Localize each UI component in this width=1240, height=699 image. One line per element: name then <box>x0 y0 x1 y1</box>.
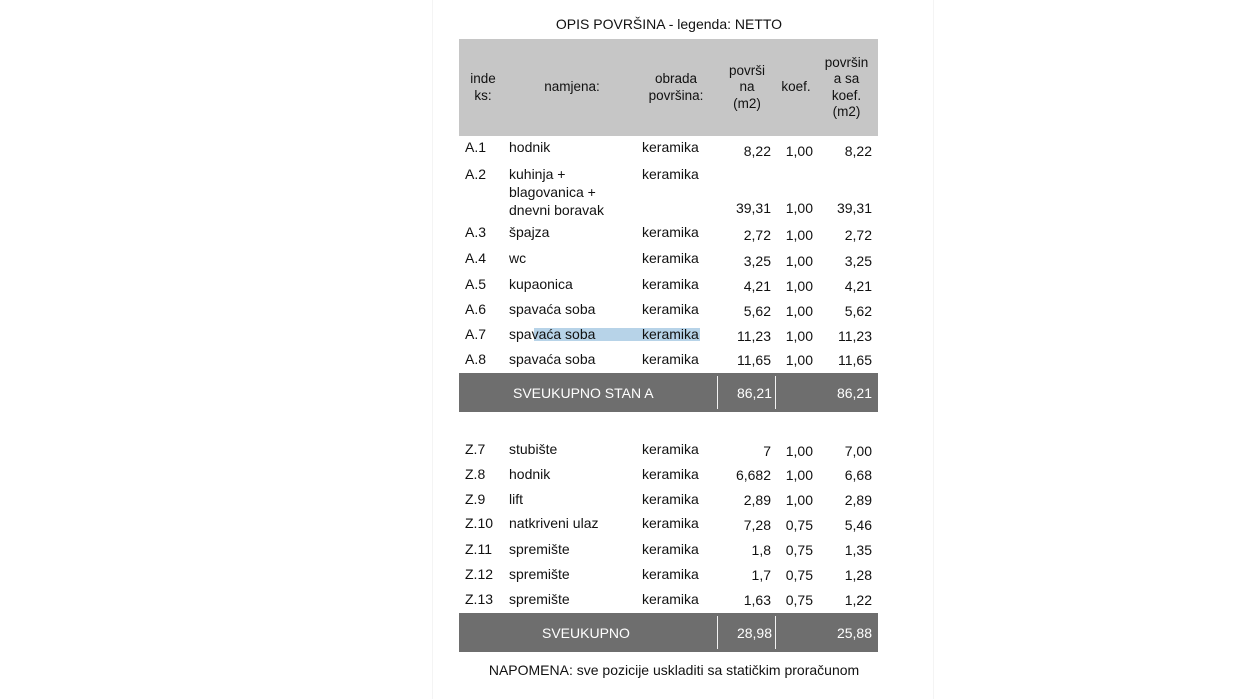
row-area: 39,31 <box>735 200 771 216</box>
row-index: Z.12 <box>465 566 494 582</box>
table-row <box>459 465 878 489</box>
row-index: A.6 <box>465 301 487 317</box>
row-index: A.1 <box>465 139 487 155</box>
row-finish: keramika <box>642 139 699 155</box>
row-total: 8,22 <box>844 143 872 159</box>
row-name: wc <box>509 250 527 266</box>
table-row <box>459 325 878 349</box>
row-area: 1,8 <box>751 542 771 558</box>
header-area: površi na (m2) <box>728 62 765 111</box>
subtotal-label: SVEUKUPNO <box>542 624 630 641</box>
row-area: 1,7 <box>751 567 771 583</box>
header-finish: obrada površina: <box>648 71 704 103</box>
subtotal-area: 86,21 <box>736 384 772 401</box>
row-finish: keramika <box>642 276 699 292</box>
table-row <box>459 565 878 589</box>
row-finish: keramika <box>642 591 699 607</box>
row-koef: 1,00 <box>785 253 813 269</box>
row-koef: 1,00 <box>785 303 813 319</box>
table-row <box>459 440 878 464</box>
header-index: inde ks: <box>470 71 496 103</box>
row-total: 7,00 <box>844 443 872 459</box>
column-divider <box>717 616 718 649</box>
row-name: spremište <box>509 591 570 607</box>
row-name: špajza <box>509 224 550 240</box>
row-index: A.8 <box>465 351 487 367</box>
row-koef: 1,00 <box>785 467 813 483</box>
row-koef: 0,75 <box>785 567 813 583</box>
row-finish: keramika <box>642 351 699 367</box>
row-koef: 1,00 <box>785 352 813 368</box>
column-divider <box>717 376 718 409</box>
row-area: 7,28 <box>743 517 771 533</box>
table-row <box>459 540 878 564</box>
row-area: 3,25 <box>743 253 771 269</box>
row-total: 2,89 <box>844 492 872 508</box>
header-total: površin a sa koef. (m2) <box>824 54 869 119</box>
row-koef: 0,75 <box>785 517 813 533</box>
row-finish: keramika <box>642 491 699 507</box>
row-area: 4,21 <box>743 278 771 294</box>
row-area: 6,682 <box>735 467 771 483</box>
row-area: 7 <box>763 443 771 459</box>
row-index: A.4 <box>465 250 487 266</box>
row-name: spavaća soba <box>509 351 596 367</box>
row-finish: keramika <box>642 566 699 582</box>
row-koef: 1,00 <box>785 227 813 243</box>
subtotal-bar-a <box>459 373 878 412</box>
row-finish: keramika <box>642 326 699 342</box>
row-area: 2,89 <box>743 492 771 508</box>
row-finish: keramika <box>642 224 699 240</box>
row-name: spremište <box>509 566 570 582</box>
row-name: hodnik <box>509 466 551 482</box>
row-index: Z.9 <box>465 491 486 507</box>
row-area: 5,62 <box>743 303 771 319</box>
row-index: Z.7 <box>465 441 486 457</box>
table-row <box>459 249 878 273</box>
subtotal-area: 28,98 <box>736 624 772 641</box>
row-koef: 1,00 <box>785 200 813 216</box>
row-total: 1,28 <box>844 567 872 583</box>
table-header <box>459 39 878 136</box>
row-area: 11,23 <box>737 328 771 344</box>
table-row <box>459 223 878 247</box>
row-name: spremište <box>509 541 570 557</box>
row-finish: keramika <box>642 250 699 266</box>
row-koef: 1,00 <box>785 443 813 459</box>
row-koef: 1,00 <box>785 328 813 344</box>
row-total: 5,62 <box>844 303 872 319</box>
column-divider <box>775 616 776 649</box>
row-area: 2,72 <box>743 227 771 243</box>
row-area: 11,65 <box>737 352 771 368</box>
row-finish: keramika <box>642 441 699 457</box>
table-row <box>459 590 878 614</box>
row-index: A.5 <box>465 276 487 292</box>
row-total: 2,72 <box>844 227 872 243</box>
row-area: 8,22 <box>743 143 771 159</box>
table-row <box>459 165 878 221</box>
document-title: OPIS POVRŠINA - legenda: NETTO <box>555 16 783 32</box>
header-koef: koef. <box>781 79 811 95</box>
row-total: 5,46 <box>844 517 872 533</box>
row-total: 1,35 <box>844 542 872 558</box>
subtotal-bar-z <box>459 613 878 652</box>
row-name: kuhinja + blagovanica + dnevni boravak <box>509 166 604 218</box>
row-total: 11,65 <box>838 352 872 368</box>
table-row <box>459 300 878 324</box>
row-index: Z.13 <box>465 591 494 607</box>
subtotal-total: 25,88 <box>836 624 872 641</box>
row-koef: 0,75 <box>785 592 813 608</box>
row-finish: keramika <box>642 166 699 182</box>
row-name: hodnik <box>509 139 551 155</box>
row-index: A.7 <box>465 326 487 342</box>
row-total: 6,68 <box>844 467 872 483</box>
subtotal-total: 86,21 <box>836 384 872 401</box>
row-name: natkriveni ulaz <box>509 515 599 531</box>
row-name: stubište <box>509 441 558 457</box>
footer-note: NAPOMENA: sve pozicije uskladiti sa statičkim proračunom <box>488 662 860 678</box>
row-koef: 0,75 <box>785 542 813 558</box>
row-total: 4,21 <box>844 278 872 294</box>
row-index: Z.8 <box>465 466 486 482</box>
row-koef: 1,00 <box>785 492 813 508</box>
row-finish: keramika <box>642 515 699 531</box>
table-row <box>459 350 878 374</box>
table-row <box>459 138 878 162</box>
table-row <box>459 275 878 299</box>
subtotal-label: SVEUKUPNO STAN A <box>513 384 654 401</box>
row-index: Z.11 <box>465 541 492 557</box>
row-finish: keramika <box>642 301 699 317</box>
row-name: spavaća soba <box>509 326 596 342</box>
row-index: Z.10 <box>465 515 494 531</box>
row-index: A.3 <box>465 224 487 240</box>
row-index: A.2 <box>465 166 487 182</box>
table-row <box>459 514 878 538</box>
header-name: namjena: <box>544 79 600 95</box>
row-total: 11,23 <box>838 328 872 344</box>
row-total: 39,31 <box>836 200 872 216</box>
row-finish: keramika <box>642 466 699 482</box>
column-divider <box>775 376 776 409</box>
row-total: 3,25 <box>844 253 872 269</box>
table-row <box>459 490 878 514</box>
row-name: spavaća soba <box>509 301 596 317</box>
row-name: kupaonica <box>509 276 573 292</box>
row-total: 1,22 <box>844 592 872 608</box>
row-area: 1,63 <box>743 592 771 608</box>
row-koef: 1,00 <box>785 278 813 294</box>
row-koef: 1,00 <box>785 143 813 159</box>
row-finish: keramika <box>642 541 699 557</box>
row-name: lift <box>509 491 523 507</box>
